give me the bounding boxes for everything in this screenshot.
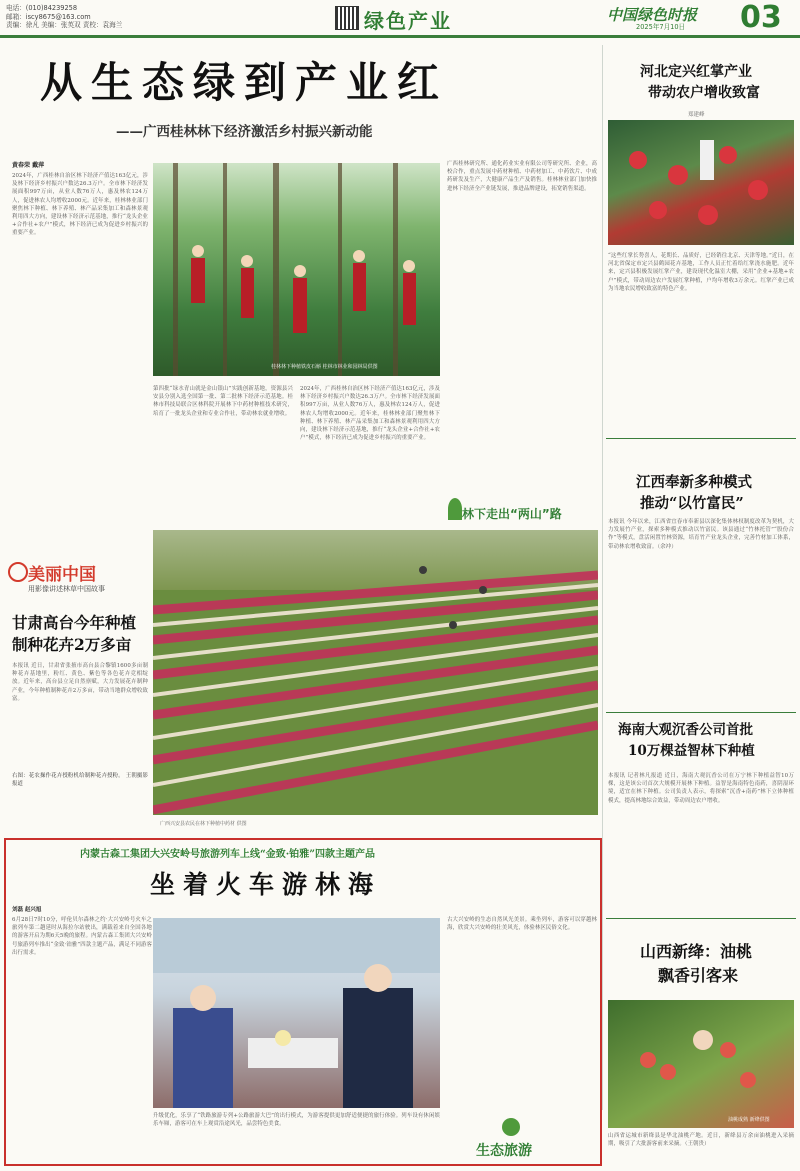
gaotai-headline — [12, 612, 136, 656]
lead-photo-caption: 桂林林下种植铁皮石斛 桂林市林业和园林局供图 — [271, 364, 378, 370]
train-body2: 升级优化，乐享了“铁路旅游专列+公路旅游大巴”的出行模式，为游客提供更加舒适便捷的旅行体验。列车设有休闲娱乐车厢，游客可在车上观赏沿途风光，品尝特色美食。 — [153, 1113, 440, 1128]
field-photo-caption: 广西兴安县农民在林下种植中药材 供图 — [160, 821, 247, 827]
editors-line: 责编：徐凡 美编：张英双 责校：袁海兰 — [6, 21, 123, 30]
meili-logo-icon — [8, 562, 28, 582]
jiangxi-headline-line2: 推动“以竹富民” — [640, 495, 744, 512]
shanxi-photo-caption: 油桃成熟 新绛供图 — [728, 1117, 770, 1123]
lead-byline: 黄春荣 戴萍 — [12, 162, 45, 169]
train-body3: 古大兴安岭的生态自然风光美景。乘坐列车，游客可以穿越林海，欣赏大兴安岭的壮美风光，体验林区民俗文化。 — [447, 917, 597, 932]
lead-headline: 从生态绿到产业红 — [40, 58, 449, 107]
gaotai-body: 本报讯 近日，甘肃省张掖市高台县合黎镇1600多亩制种花卉基地里，粉红、黄色、紫色等各色花卉竞相绽放。近年来，高台县立足自然禀赋，大力发展花卉制种产业，今年种植制种花卉2万多亩，带动当地群众增收致富。 — [12, 663, 148, 702]
train-slogan: 生态旅游 — [476, 1143, 532, 1159]
leaf-icon — [502, 1118, 520, 1136]
jiangxi-body: 本报讯 今年以来，江西省宜春市奉新县以深化集体林权制度改革为契机，大力发展竹产业，探索多种模式推动以竹富民。该县通过“竹林托管”“股份合作”等模式，盘活闲置竹林资源，培育竹产业龙头企业，完善竹材加工体系，带动林农增收致富。（余冲） — [608, 519, 794, 550]
field-photo — [153, 530, 598, 815]
hainan-headline-line1: 海南大观沉香公司首批 — [618, 722, 753, 738]
shanxi-body: 山西省运城市新绛县是华北油桃产地。近日，新绛县万余亩油桃进入采摘期，吸引了大批游客前来采摘。（王朝贵） — [608, 1133, 794, 1148]
shanxi-headline — [640, 940, 752, 988]
hebei-byline: 郑建峰 — [688, 112, 705, 118]
meili-tagline: 用影像讲述林草中国故事 — [28, 585, 105, 593]
train-byline: 刘磊 赵兴旭 — [12, 907, 42, 913]
paper-name: 中国绿色时报 — [607, 6, 698, 24]
shanxi-headline-line1: 山西新绛：油桃 — [640, 942, 753, 961]
lead-photo — [153, 163, 440, 376]
lead-subheadline: ——广西桂林林下经济激活乡村振兴新动能 — [116, 124, 373, 140]
gaotai-headline-line2: 制种花卉2万多亩 — [12, 635, 132, 654]
lead-col2b: 2024年，广西桂林自治区林下经济产值达163亿元，涉及林下经济乡村振兴户数达26.3万户。全市林下经济发展面积997万亩，从业人数76万人，惠及林农124万人，促进林农人均增收2000元。近年来，桂林林业部门聚焦林下种植、林下养殖、林产品采集加工和森林景观利用四大方向，建设林下经济示范基地，推行“龙头企业+合作社+农户”模式，林下经济已成为促进乡村振兴的重要产业。 — [300, 386, 440, 442]
train-kicker: 内蒙古森工集团大兴安岭号旅游列车上线“金致·铂雅”四款主题产品 — [80, 849, 375, 860]
lead-col3: 广西桂林研究所、通化药业实业有限公司等研究所、企业，高校合作，重点发展中药材种植、中药材加工、中药饮片、中成药研发及生产，大健康产品生产及销售。桂林林业部门加快推进林下经济全产业链发展，推进品牌建设，拓宽销售渠道。 — [447, 161, 597, 192]
jiangxi-headline-line1: 江西奉新多种模式 — [636, 474, 752, 491]
hainan-headline — [618, 720, 755, 762]
hebei-photo — [608, 120, 794, 245]
jiangxi-headline — [636, 472, 752, 514]
column-divider — [602, 45, 603, 1110]
hebei-headline — [640, 62, 760, 104]
shanxi-headline-line2: 飘香引客来 — [658, 966, 739, 985]
hainan-divider — [606, 918, 796, 919]
email-line: 邮箱：iscy8675@163.com — [6, 12, 91, 21]
tree-icon — [448, 498, 462, 520]
hebei-divider — [606, 438, 796, 439]
qr-code-icon — [335, 6, 359, 30]
train-body1: 6月28日7时10分，呼伦贝尔森林之约·大兴安岭号火车之旅列车第二趟延时从海拉尔站驶出，满载着来自全国各地的游客开启为期6天5晚的旅程。内蒙古森工集团大兴安岭号旅游列车推出“金致·铂雅”四款主题产品，满足不同游客出行需求。 — [12, 917, 152, 956]
jiangxi-divider — [606, 712, 796, 713]
hebei-body: “这些红掌长势喜人，花期长、品质好，已经销往北京、天津等地。”近日，在河北省保定市定兴县鹤园花卉基地，工作人员正忙着给红掌浇水施肥。近年来，定兴县积极发展红掌产业，建设现代化温室大棚，采用“企业+基地+农户”模式，带动周边农户发展红掌种植，户均年增收3万余元。红掌产业已成为当地农民增收致富的特色产业。 — [608, 253, 794, 292]
phone-line: 电话：(010)84239258 — [6, 4, 78, 12]
issue-date: 2025年7月10日 — [636, 23, 686, 31]
page-number: 03 — [740, 0, 782, 35]
hebei-headline-line2: 带动农户增收致富 — [648, 85, 760, 101]
gaotai-headline-line1: 甘肃高台今年种植 — [12, 613, 137, 632]
hebei-headline-line1: 河北定兴红掌产业 — [640, 64, 752, 80]
masthead-contact — [6, 4, 206, 30]
hainan-headline-line2: 10万棵益智林下种植 — [628, 743, 755, 759]
lead-col1: 2024年，广西桂林自治区林下经济产值达163亿元，涉及林下经济乡村振兴户数达26.3万户。全市林下经济发展面积997万亩，从业人数76万人，惠及林农124万人，促进林农人均增收2000元。近年来，桂林林业部门聚焦林下种植、林下养殖、林产品采集加工和森林景观利用四大方向，建设林下经济示范基地，推行“龙头企业+合作社+农户”模式，林下经济已成为促进乡村振兴的重要产业。 — [12, 173, 148, 237]
meili-logo: 美丽中国 — [28, 565, 96, 585]
lead-col2: 第四批“绿水青山就是金山银山”实践创新基地，资源县兴安县分别入选全国第一批、第二批林下经济示范基地。桂林市科技局联合区林科院开展林下中药材种植技术研究，培育了一批龙头企业和专业合作社，带动林农就业增收。 — [153, 386, 293, 417]
shanxi-photo — [608, 1000, 794, 1128]
train-headline: 坐着火车游林海 — [150, 870, 382, 899]
train-photo — [153, 918, 440, 1108]
masthead-rule — [0, 35, 800, 38]
hainan-body: 本报讯 记者林凡报道 近日，海南大观沉香公司在万宁林下种植益智10万棵，这是该公司首次大规模开展林下种植。益智是海南特色南药，喜阴湿环境，适宜在林下种植。公司负责人表示，将探索“沉香+南药”林下立体种植模式，提高林地综合效益，带动周边农户增收。 — [608, 773, 794, 804]
section-title: 绿色产业 — [364, 9, 452, 33]
gaotai-caption: 右图：花农操作花卉授粉机给制种花卉授粉。 王朝摄影报道 — [12, 773, 148, 788]
lead-slogan: 林下走出“两山”路 — [462, 507, 562, 521]
